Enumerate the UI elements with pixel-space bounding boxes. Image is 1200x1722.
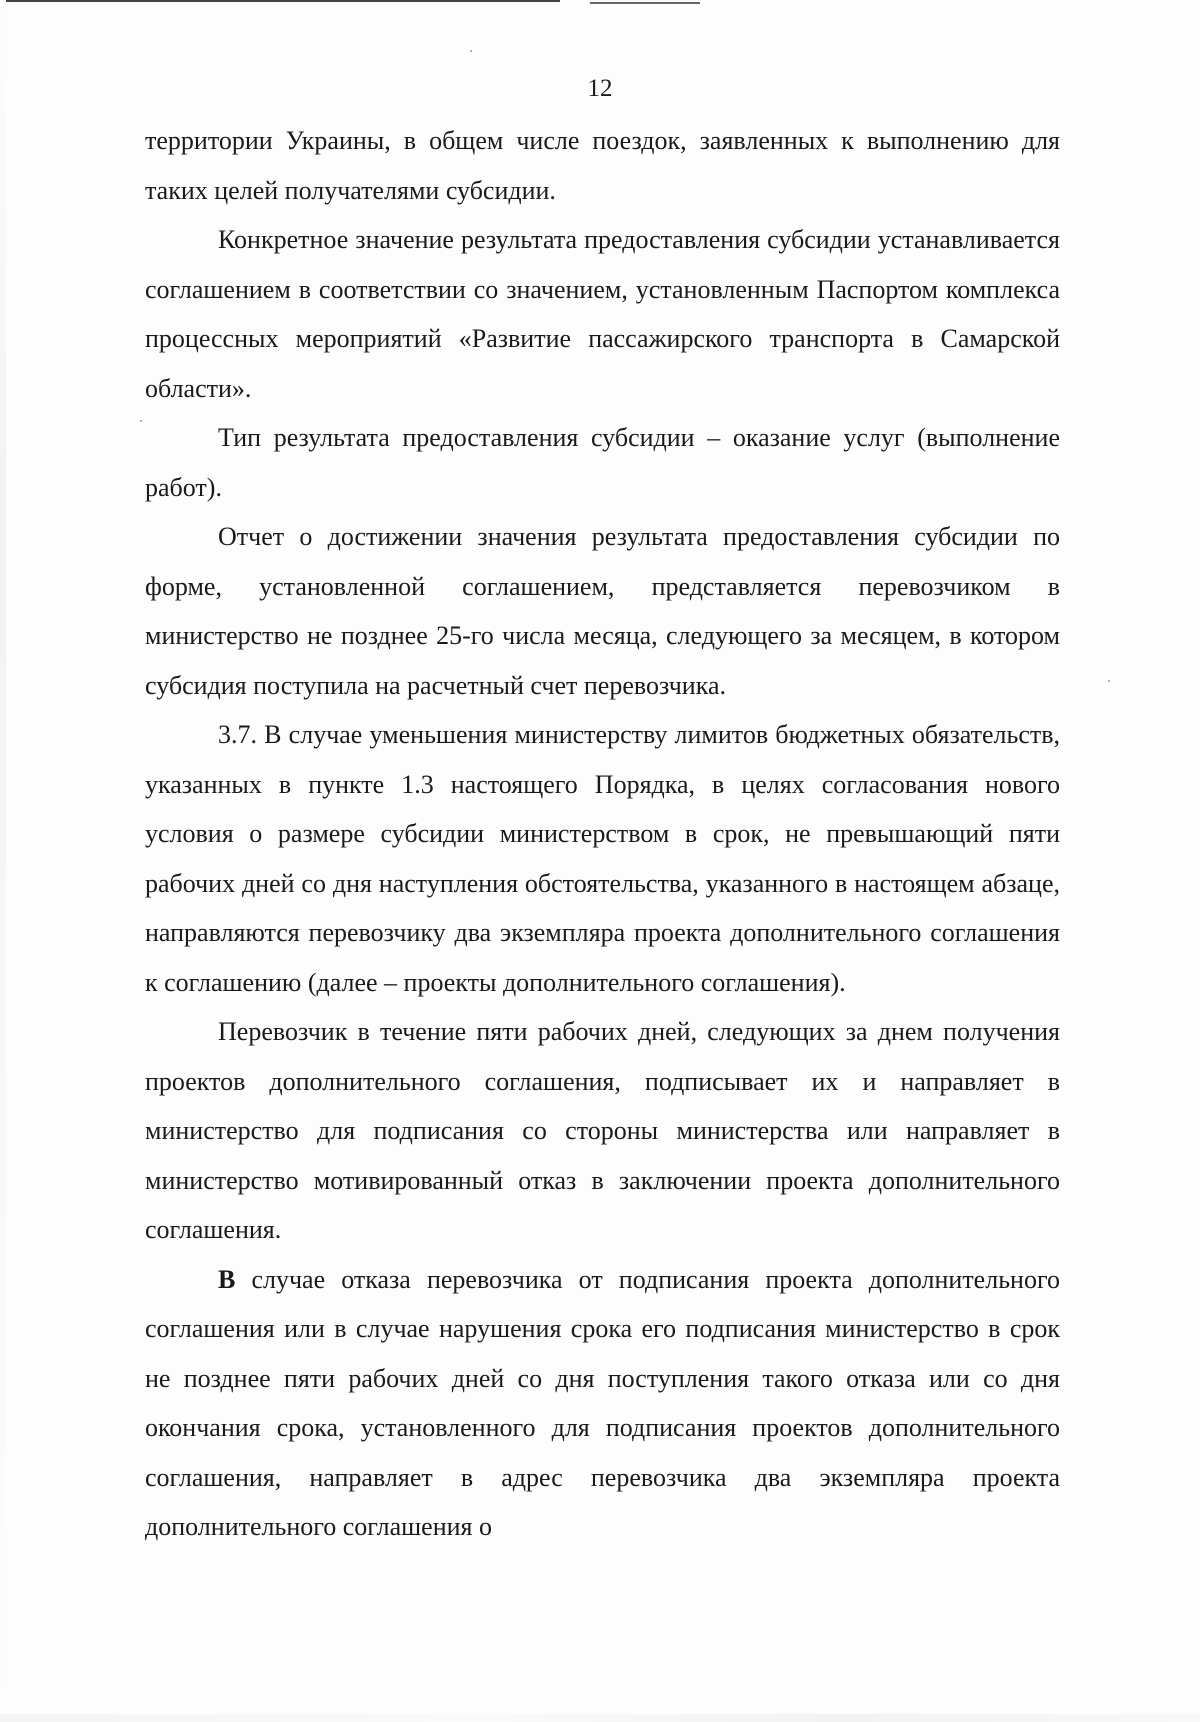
- paragraph-result-value: Конкретное значение результата предоставления субсидии устанавливается соглашением в соответствии со значением, установленным Паспортом комплекса процессных мероприятий «Развитие пассажирского транспорта в Самарской области».: [145, 225, 1060, 403]
- paragraph-result-type: Тип результата предоставления субсидии – оказание услуг (выполнение работ).: [145, 423, 1060, 502]
- scan-top-edge: [0, 0, 560, 2]
- scan-left-edge: [0, 0, 6, 1722]
- paragraph-lead-letter: В: [218, 1264, 236, 1294]
- scan-top-edge-fragment: [590, 2, 700, 4]
- scan-speck: [1108, 680, 1110, 682]
- page-number: 12: [587, 75, 613, 102]
- document-body: [145, 116, 1060, 1552]
- paragraph-section-3-7: 3.7. В случае уменьшения министерству лимитов бюджетных обязательств, указанных в пункте 1.3 настоящего Порядка, в целях согласования нового условия о размере субсидии министерством в срок, не превышающий пяти рабочих дней со дня наступления обстоятельства, указанного в настоящем абзаце, направляются перевозчику два экземпляра проекта дополнительного соглашения к соглашению (далее – проекты дополнительного соглашения).: [145, 720, 1060, 997]
- scan-speck: [140, 420, 142, 422]
- paragraph-continuation: территории Украины, в общем числе поездок, заявленных к выполнению для таких целей получателями субсидии.: [145, 126, 1060, 205]
- scan-bottom-edge: [0, 1714, 1200, 1722]
- scan-speck: [470, 50, 472, 52]
- paragraph-carrier-response: Перевозчик в течение пяти рабочих дней, следующих за днем получения проектов дополнительного соглашения, подписывает их и направляет в министерство для подписания со стороны министерства или направляет в министерство мотивированный отказ в заключении проекта дополнительного соглашения.: [145, 1017, 1060, 1244]
- paragraph-refusal-text: случае отказа перевозчика от подписания проекта дополнительного соглашения или в случае нарушения срока его подписания министерство в срок не позднее пяти рабочих дней со дня поступления такого отказа или со дня окончания срока, установленного для подписания проектов дополнительного соглашения, направляет в адрес перевозчика два экземпляра проекта дополнительного соглашения о: [145, 1264, 1060, 1541]
- paragraph-refusal: [145, 1255, 1060, 1552]
- paragraph-report: Отчет о достижении значения результата предоставления субсидии по форме, установленной соглашением, представляется перевозчиком в министерство не позднее 25-го числа месяца, следующего за месяцем, в котором субсидия поступила на расчетный счет перевозчика.: [145, 522, 1060, 700]
